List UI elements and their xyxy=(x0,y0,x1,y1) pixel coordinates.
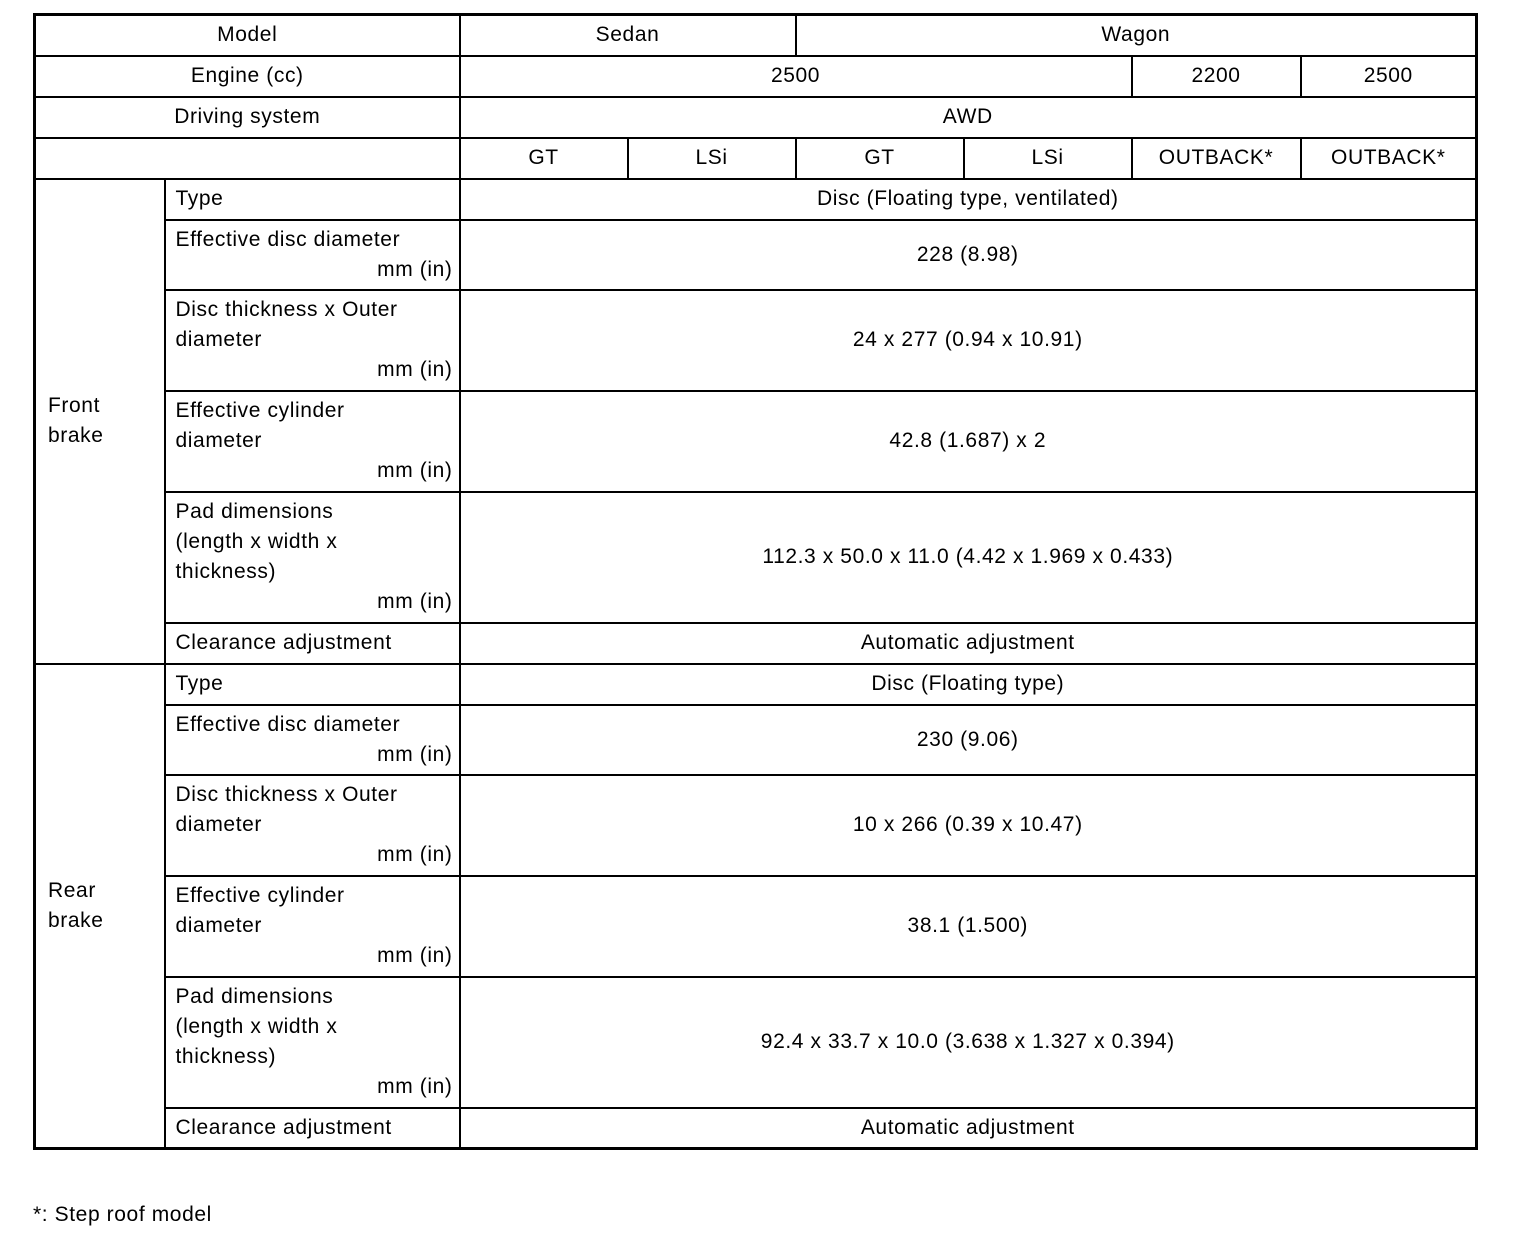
item-label-line: Effective cylinder xyxy=(175,399,345,422)
engine-2200: 2200 xyxy=(1132,56,1301,97)
driving-label: Driving system xyxy=(35,97,460,138)
item-label-line: Pad dimensions xyxy=(175,985,334,1008)
item-label-line: thickness) xyxy=(175,560,277,583)
front-row-cylinder xyxy=(35,391,1477,492)
item-label xyxy=(165,876,460,977)
item-label xyxy=(165,220,460,290)
item-label xyxy=(165,290,460,391)
rear-label-line1: Rear xyxy=(48,878,96,902)
item-value: 10 x 266 (0.39 x 10.47) xyxy=(460,775,1477,876)
item-label-line: diameter xyxy=(175,813,263,836)
engine-2500: 2500 xyxy=(460,56,1132,97)
trim-blank xyxy=(35,138,460,179)
item-label-line: Effective disc diameter xyxy=(175,712,401,736)
trim-cell: LSi xyxy=(964,138,1132,179)
item-value: Automatic adjustment xyxy=(460,623,1477,664)
trim-cell: GT xyxy=(460,138,628,179)
item-value: 92.4 x 33.7 x 10.0 (3.638 x 1.327 x 0.394) xyxy=(460,977,1477,1108)
item-value: 230 (9.06) xyxy=(460,705,1477,775)
footnote: *: Step roof model xyxy=(33,1203,212,1226)
item-label-line: Effective cylinder xyxy=(175,884,345,907)
rear-label-line2: brake xyxy=(48,908,104,932)
item-unit: mm (in) xyxy=(377,944,453,967)
item-label xyxy=(165,705,460,775)
front-row-disc-diameter xyxy=(35,220,1477,290)
item-label xyxy=(165,623,460,664)
front-row-pad xyxy=(35,492,1477,623)
item-label xyxy=(165,977,460,1108)
front-label-line2: brake xyxy=(48,424,104,447)
item-label-line: diameter xyxy=(175,328,263,351)
trim-cell: GT xyxy=(796,138,964,179)
item-value: Disc (Floating type) xyxy=(460,664,1477,705)
model-row xyxy=(35,15,1477,56)
item-label-line: diameter xyxy=(175,429,263,452)
item-label-line: Type xyxy=(175,672,224,695)
item-unit: mm (in) xyxy=(377,843,453,866)
item-label-line: Clearance adjustment xyxy=(175,1115,392,1139)
item-value: 38.1 (1.500) xyxy=(460,876,1477,977)
item-unit: mm (in) xyxy=(377,257,453,281)
front-label-line1: Front xyxy=(48,394,101,417)
item-label-line: Disc thickness x Outer xyxy=(175,298,398,321)
trim-row xyxy=(35,138,1477,179)
rear-row-type xyxy=(35,664,1477,705)
driving-value: AWD xyxy=(460,97,1477,138)
item-value: 24 x 277 (0.94 x 10.91) xyxy=(460,290,1477,391)
item-label-line: Type xyxy=(175,187,224,210)
item-label xyxy=(165,775,460,876)
front-row-type xyxy=(35,179,1477,220)
trim-cell: OUTBACK* xyxy=(1301,138,1477,179)
front-brake-label xyxy=(35,179,165,664)
item-label xyxy=(165,391,460,492)
item-label xyxy=(165,664,460,705)
engine-row xyxy=(35,56,1477,97)
item-label-line: Pad dimensions xyxy=(175,500,334,523)
rear-brake-label xyxy=(35,664,165,1149)
trim-cell: OUTBACK* xyxy=(1132,138,1301,179)
item-value: Automatic adjustment xyxy=(460,1108,1477,1149)
item-label-line: (length x width x xyxy=(175,1015,338,1038)
item-label xyxy=(165,492,460,623)
item-unit: mm (in) xyxy=(377,590,453,613)
item-label xyxy=(165,1108,460,1149)
brake-spec-table xyxy=(33,13,1478,1150)
rear-row-pad xyxy=(35,977,1477,1108)
item-value: 112.3 x 50.0 x 11.0 (4.42 x 1.969 x 0.433) xyxy=(460,492,1477,623)
item-value: Disc (Floating type, ventilated) xyxy=(460,179,1477,220)
item-label-line: (length x width x xyxy=(175,530,338,553)
engine-2500-outback: 2500 xyxy=(1301,56,1477,97)
item-label-line: diameter xyxy=(175,914,263,937)
front-row-clearance xyxy=(35,623,1477,664)
item-value: 228 (8.98) xyxy=(460,220,1477,290)
item-unit: mm (in) xyxy=(377,459,453,482)
item-label-line: Clearance adjustment xyxy=(175,631,392,654)
item-unit: mm (in) xyxy=(377,358,453,381)
item-unit: mm (in) xyxy=(377,1075,453,1098)
rear-row-disc-diameter xyxy=(35,705,1477,775)
model-label: Model xyxy=(35,15,460,56)
item-label xyxy=(165,179,460,220)
engine-label: Engine (cc) xyxy=(35,56,460,97)
model-sedan: Sedan xyxy=(460,15,796,56)
trim-cell: LSi xyxy=(628,138,796,179)
rear-row-cylinder xyxy=(35,876,1477,977)
rear-row-disc-thickness xyxy=(35,775,1477,876)
item-label-line: thickness) xyxy=(175,1045,277,1068)
item-unit: mm (in) xyxy=(377,742,453,766)
item-label-line: Disc thickness x Outer xyxy=(175,783,398,806)
driving-row xyxy=(35,97,1477,138)
model-wagon: Wagon xyxy=(796,15,1477,56)
item-value: 42.8 (1.687) x 2 xyxy=(460,391,1477,492)
rear-row-clearance xyxy=(35,1108,1477,1149)
front-row-disc-thickness xyxy=(35,290,1477,391)
item-label-line: Effective disc diameter xyxy=(175,227,401,251)
